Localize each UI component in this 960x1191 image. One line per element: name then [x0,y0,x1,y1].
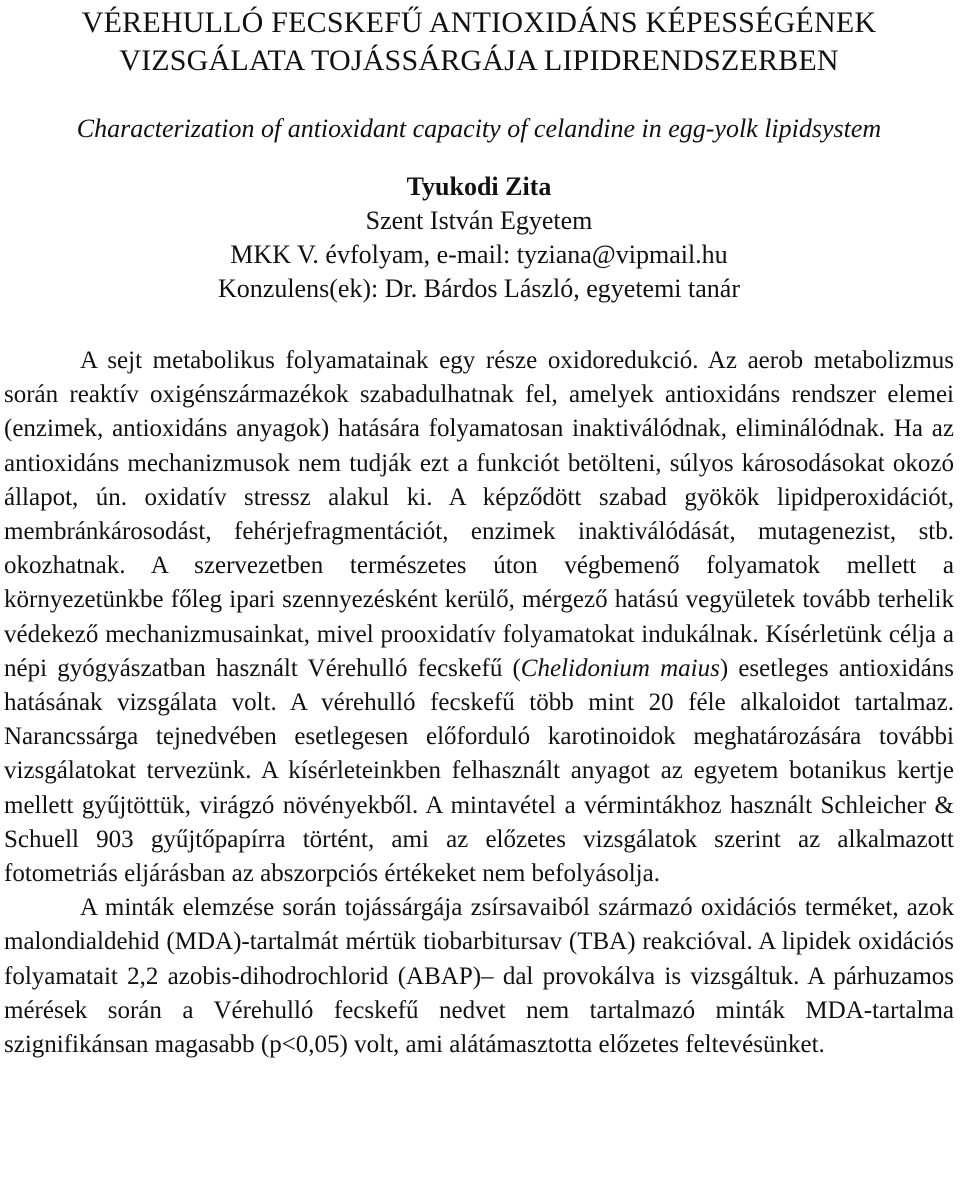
author-block [4,170,954,306]
title-line-1: VÉREHULLÓ FECSKEFŰ ANTIOXIDÁNS KÉPESSÉGÉNEK [81,6,877,39]
abstract-body [4,344,954,1062]
abstract-paragraph-1 [4,344,954,891]
title-line-2: VIZSGÁLATA TOJÁSSÁRGÁJA LIPIDRENDSZERBEN [119,44,839,77]
abstract-paragraph-2: A minták elemzése során tojássárgája zsírsavaiból származó oxidációs terméket, azok malondialdehid (MDA)-tartalmát mértük tiobarbitursav (TBA) reakcióval. A lipidek oxidációs folyamatait 2,2 azobis-dihodrochlorid (ABAP)– dal provokálva is vizsgáltuk. A párhuzamos mérések során a Vérehulló fecskefű nedvet nem tartalmazó minták MDA-tartalma szignifikánsan magasabb (p<0,05) volt, ami alátámasztotta előzetes feltevésünket. [4,894,954,1059]
author-contact: MKK V. évfolyam, e-mail: tyziana@vipmail.hu [230,240,728,269]
author-institution: Szent István Egyetem [365,206,593,235]
author-name: Tyukodi Zita [406,172,552,201]
english-subtitle: Characterization of antioxidant capacity of celandine in egg-yolk lipidsystem [76,114,882,143]
species-name: Chelidonium maius [520,654,720,682]
paragraph-1-text-b: ) esetleges antioxidáns hatásának vizsgálata volt. A vérehulló fecskefű több mint 20 féle alkaloidot tartalmaz. Narancssárga tejnedvében esetlegesen előforduló karotinoidok meghatározására további vizsgálatokat tervezünk. A kísérleteinkben felhasznált anyagot az egyetem botanikus kertje mellett gyűjtöttük, virágzó növényekből. A mintavétel a vérmintákhoz használt Schleicher & Schuell 903 gyűjtőpapírra történt, ami az előzetes vizsgálatok szerint az alkalmazott fotometriás eljárásban az abszorpciós értékeket nem befolyásolja. [4,654,954,888]
document-title [4,0,954,80]
author-advisor: Konzulens(ek): Dr. Bárdos László, egyetemi tanár [218,274,740,303]
paragraph-1-text-a: A sejt metabolikus folyamatainak egy része oxidoredukció. Az aerob metabolizmus során reaktív oxigénszármazékok szabadulhatnak fel, amelyek antioxidáns rendszer elemei (enzimek, antioxidáns anyagok) hatására folyamatosan inaktiválódnak, eliminálódnak. Ha az antioxidáns mechanizmusok nem tudják ezt a funkciót betölteni, súlyos károsodásokat okozó állapot, ún. oxidatív stressz alakul ki. A képződött szabad gyökök lipidperoxidációt, membránkárosodást, fehérjefragmentációt, enzimek inaktiválódását, mutagenezist, stb. okozhatnak. A szervezetben természetes úton végbemenő folyamatok mellett a környezetünkbe főleg ipari szennyezésként kerülő, mérgező hatású vegyületek tovább terhelik védekező mechanizmusainkat, mivel prooxidatív folyamatokat indukálnak. Kísérletünk célja a népi gyógyászatban használt Vérehulló fecskefű ( [4,347,954,682]
